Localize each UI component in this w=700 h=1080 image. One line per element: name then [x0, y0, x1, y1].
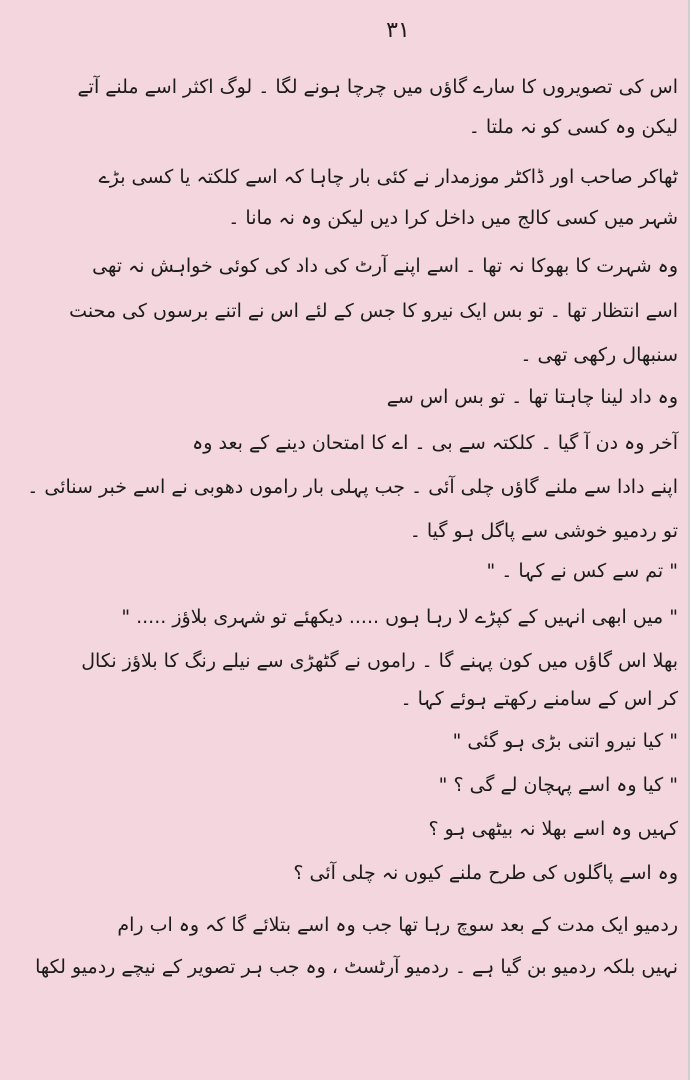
text-line: تو ردمیو خوشی سے پاگل ہو گیا ۔ [409, 520, 678, 542]
text-line: اسے انتظار تھا ۔ تو بس ایک نیرو کا جس کے لئے اس نے اتنے برسوں کی محنت [69, 300, 678, 322]
text-line: وہ داد لینا چاہتا تھا ۔ تو بس اس سے [386, 386, 678, 408]
text-line: لیکن وہ کسی کو نہ ملتا ۔ [468, 116, 678, 138]
text-line: شہر میں کسی کالج میں داخل کرا دیں لیکن وہ نہ مانا ۔ [228, 207, 678, 229]
text-line: کہیں وہ اسے بھلا نہ بیٹھی ہو ؟ [428, 818, 678, 840]
text-line: " کیا نیرو اتنی بڑی ہو گئی " [452, 730, 678, 752]
text-line: اس کی تصویروں کا سارے گاؤں میں چرچا ہونے لگا ۔ لوگ اکثر اسے ملنے آتے [77, 76, 678, 98]
text-line: وہ اسے پاگلوں کی طرح ملنے کیوں نہ چلی آئی ؟ [293, 862, 678, 884]
text-line: " تم سے کس نے کہا ۔ " [486, 560, 678, 582]
text-line: نہیں بلکہ ردمیو بن گیا ہے ۔ ردمیو آرٹسٹ ، وہ جب ہر تصویر کے نیچے ردمیو لکھا [35, 956, 678, 978]
text-line: کر اس کے سامنے رکھتے ہوئے کہا ۔ [400, 688, 678, 710]
page-number: ۳۱ [386, 18, 410, 43]
text-line: " کیا وہ اسے پہچان لے گی ؟ " [438, 774, 678, 796]
text-line: ردمیو ایک مدت کے بعد سوچ رہا تھا جب وہ اسے بتلائے گا کہ وہ اب رام [117, 914, 678, 936]
text-line: ٹھاکر صاحب اور ڈاکٹر موزمدار نے کئی بار چاہا کہ اسے کلکتہ یا کسی بڑے [98, 166, 678, 188]
text-line: سنبھال رکھی تھی ۔ [520, 344, 678, 366]
text-line: وہ شہرت کا بھوکا نہ تھا ۔ اسے اپنے آرٹ کی داد کی کوئی خواہش نہ تھی [92, 255, 678, 277]
text-line: اپنے دادا سے ملنے گاؤں چلی آئی ۔ جب پہلی بار راموں دھوبی نے اسے خبر سنائی ۔ [27, 476, 678, 498]
text-line: بھلا اس گاؤں میں کون پہنے گا ۔ راموں نے گٹھڑی سے نیلے رنگ کا بلاؤز نکال [81, 650, 678, 672]
text-line: " میں ابھی انہیں کے کپڑے لا رہا ہوں ..... دیکھئے تو شہری بلاؤز ..... " [121, 606, 678, 628]
text-line: آخر وہ دن آ گیا ۔ کلکتہ سے بی ۔ اے کا امتحان دینے کے بعد وہ [192, 432, 678, 454]
